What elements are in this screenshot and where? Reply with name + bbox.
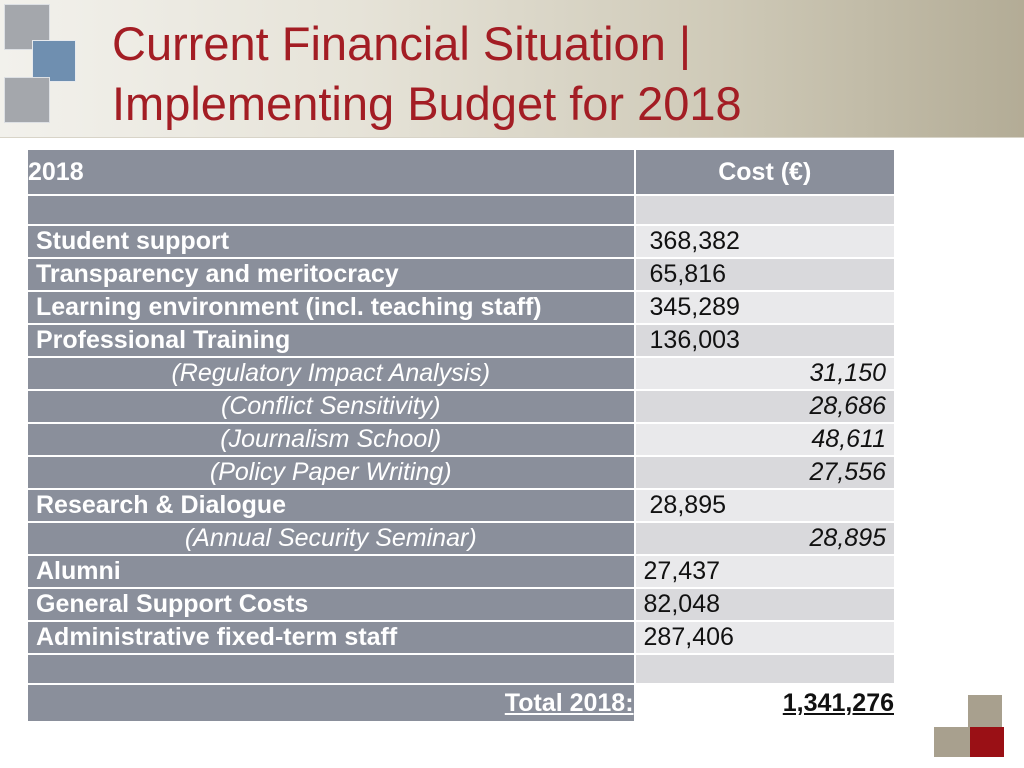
slide-title-line-2: Implementing Budget for 2018	[112, 77, 742, 130]
row-value: 136,003	[635, 324, 895, 357]
table-row	[27, 258, 895, 291]
table-row	[27, 456, 895, 489]
decorative-square	[970, 727, 1004, 757]
row-value: 65,816	[635, 258, 895, 291]
row-value: 28,895	[635, 522, 895, 555]
row-label: (Conflict Sensitivity)	[27, 390, 635, 423]
table-row	[27, 588, 895, 621]
table-row	[27, 225, 895, 258]
row-value: 48,611	[635, 423, 895, 456]
table-row	[27, 555, 895, 588]
table-row	[27, 291, 895, 324]
row-value: 27,437	[635, 555, 895, 588]
table-row	[27, 423, 895, 456]
table-row	[27, 390, 895, 423]
total-row	[27, 684, 895, 722]
row-value: 82,048	[635, 588, 895, 621]
header-year: 2018	[27, 149, 635, 195]
blank-row	[27, 195, 895, 225]
row-label: Transparency and meritocracy	[27, 258, 635, 291]
row-label: (Regulatory Impact Analysis)	[27, 357, 635, 390]
row-value: 28,686	[635, 390, 895, 423]
row-value: 27,556	[635, 456, 895, 489]
total-label: Total 2018:	[27, 684, 635, 722]
row-value: 287,406	[635, 621, 895, 654]
row-label: General Support Costs	[27, 588, 635, 621]
row-label: Learning environment (incl. teaching staff)	[27, 291, 635, 324]
row-label: (Journalism School)	[27, 423, 635, 456]
row-label: (Annual Security Seminar)	[27, 522, 635, 555]
row-label: (Policy Paper Writing)	[27, 456, 635, 489]
row-value: 31,150	[635, 357, 895, 390]
row-value: 345,289	[635, 291, 895, 324]
slide-title	[112, 14, 742, 134]
table-row	[27, 357, 895, 390]
row-label: Student support	[27, 225, 635, 258]
decorative-square	[4, 77, 50, 123]
decorative-square	[934, 727, 970, 757]
total-value: 1,341,276	[635, 684, 895, 722]
decorative-square	[32, 40, 76, 82]
row-label: Professional Training	[27, 324, 635, 357]
row-value: 28,895	[635, 489, 895, 522]
blank-row	[27, 654, 895, 684]
slide-title-line-1: Current Financial Situation |	[112, 17, 692, 70]
table-row	[27, 324, 895, 357]
table-row	[27, 522, 895, 555]
row-label: Alumni	[27, 555, 635, 588]
header-cost: Cost (€)	[635, 149, 895, 195]
table-header-row	[27, 149, 895, 195]
row-label: Administrative fixed-term staff	[27, 621, 635, 654]
decorative-square	[968, 695, 1002, 727]
row-value: 368,382	[635, 225, 895, 258]
table-row	[27, 489, 895, 522]
table-row	[27, 621, 895, 654]
budget-table	[26, 148, 896, 723]
slide-header	[0, 0, 1024, 138]
row-label: Research & Dialogue	[27, 489, 635, 522]
